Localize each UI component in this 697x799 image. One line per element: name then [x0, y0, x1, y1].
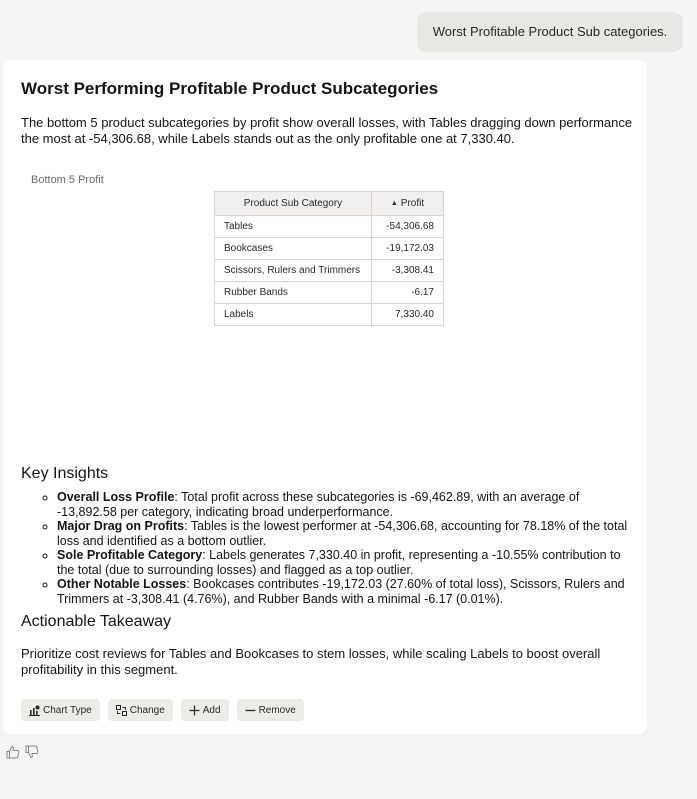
add-label: Add	[202, 704, 221, 716]
column-header-profit-label: Profit	[400, 198, 425, 209]
remove-button[interactable]	[237, 699, 304, 721]
chart-caption: Bottom 5 Profit	[31, 174, 104, 186]
list-item	[57, 519, 641, 548]
takeaway-text: Prioritize cost reviews for Tables and Bookcases to stem losses, while scaling Labels to boost overall profitability in this segment.	[21, 646, 601, 677]
insight-label: Other Notable Losses	[57, 577, 187, 591]
cell-profit: -54,306.68	[372, 216, 444, 238]
list-item	[57, 548, 641, 577]
insight-text: : Bookcases contributes -19,172.03 (27.60% of total loss), Scissors, Rulers and Trimmers at -3,308.41 (4.76%), and Rubber Bands with a minimal -6.17 (0.01%).	[57, 577, 625, 606]
change-label: Change	[129, 704, 165, 716]
minus-icon	[245, 705, 256, 716]
cell-subcategory: Rubber Bands	[215, 282, 372, 304]
takeaway-heading: Actionable Takeaway	[21, 613, 172, 630]
chart-type-icon	[29, 705, 40, 716]
insight-text: : Tables is the lowest performer at -54,306.68, accounting for 78.18% of the total loss and identified as a bottom outlier.	[57, 519, 628, 548]
response-card	[3, 60, 647, 734]
thumbs-down-icon[interactable]	[25, 745, 39, 764]
column-header-profit[interactable]	[372, 192, 444, 216]
response-summary: The bottom 5 product subcategories by profit show overall losses, with Tables dragging down performance the most at -54,306.68, while Labels stands out as the only profitable one at 7,330.40.	[21, 115, 633, 146]
table-row	[215, 216, 444, 238]
table-row	[215, 260, 444, 282]
user-message-text: Worst Profitable Product Sub categories.	[432, 24, 668, 39]
cell-subcategory: Tables	[215, 216, 372, 238]
insight-label: Major Drag on Profits	[57, 519, 185, 533]
insight-text: : Total profit across these subcategories is -69,462.89, with an average of -13,892.58 per category, indicating broad underperformance.	[57, 490, 580, 519]
sort-ascending-icon: ▲	[390, 200, 398, 207]
insights-list	[21, 490, 641, 606]
list-item	[57, 577, 641, 606]
insight-label: Sole Profitable Category	[57, 548, 203, 562]
table-row	[215, 238, 444, 260]
table-row	[215, 304, 444, 326]
insight-label: Overall Loss Profile	[57, 490, 175, 504]
profit-table	[214, 191, 444, 326]
cell-profit: -19,172.03	[372, 238, 444, 260]
cell-profit: 7,330.40	[372, 304, 444, 326]
chart-type-button[interactable]	[21, 699, 100, 721]
user-message-bubble	[417, 12, 683, 52]
remove-label: Remove	[258, 704, 296, 716]
cell-subcategory: Bookcases	[215, 238, 372, 260]
table-row	[215, 282, 444, 304]
chart-type-label: Chart Type	[43, 704, 92, 716]
column-header-subcategory[interactable]: Product Sub Category	[215, 192, 372, 216]
cell-profit: -3,308.41	[372, 260, 444, 282]
thumbs-up-icon[interactable]	[6, 745, 20, 764]
cell-subcategory: Scissors, Rulers and Trimmers	[215, 260, 372, 282]
cell-subcategory: Labels	[215, 304, 372, 326]
add-button[interactable]	[181, 699, 229, 721]
change-icon	[116, 705, 127, 716]
cell-profit: -6.17	[372, 282, 444, 304]
feedback-controls	[6, 745, 39, 764]
change-button[interactable]	[108, 699, 173, 721]
insight-text: : Labels generates 7,330.40 in profit, representing a -10.55% contribution to the total (due to surrounding losses) and flagged as a top outlier.	[57, 548, 621, 577]
key-insights-heading: Key Insights	[21, 465, 109, 482]
response-title: Worst Performing Profitable Product Subcategories	[21, 79, 439, 98]
plus-icon	[189, 705, 200, 716]
response-toolbar	[21, 699, 304, 721]
list-item	[57, 490, 641, 519]
table-header-row	[215, 192, 444, 216]
